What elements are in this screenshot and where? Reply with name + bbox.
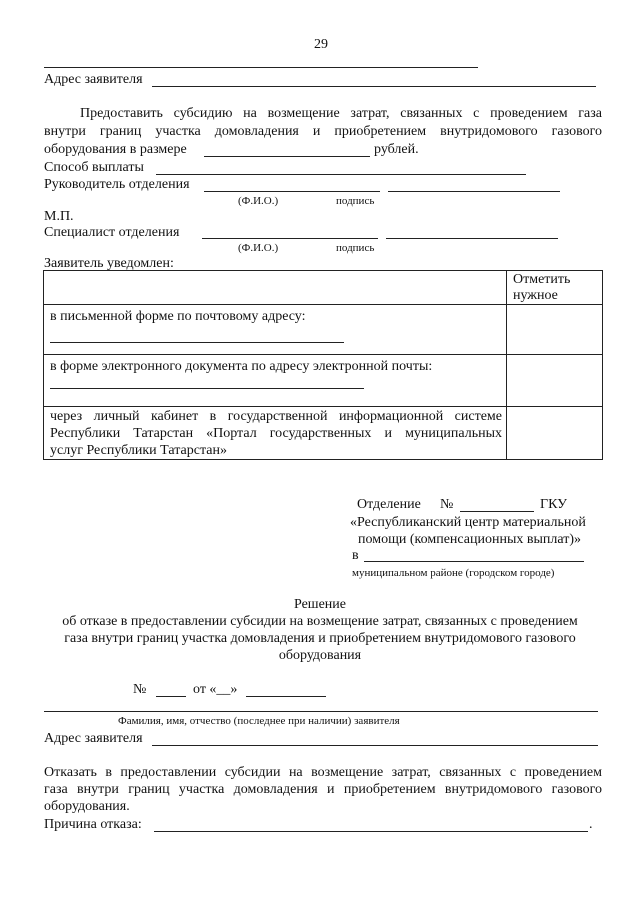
grant-currency: рублей. (374, 142, 419, 157)
refuse-text-line-2: газа внутри границ участка домовладения и приобретением внутридомового газового (44, 782, 602, 797)
grant-amount-field[interactable] (204, 156, 370, 157)
decision-number-sign: № (133, 682, 147, 697)
stamp-label: М.П. (44, 209, 74, 224)
row-email-text: в форме электронного документа по адресу электронной почты: (50, 359, 433, 374)
applicant-address-field-2[interactable] (152, 745, 598, 746)
addressee-line-3: помощи (компенсационных выплат)» (358, 532, 582, 547)
head-label: Руководитель отделения (44, 177, 190, 192)
row-portal-text-1: через личный кабинет в государственной информационной системе (50, 409, 502, 424)
addressee-department: Отделение (357, 497, 421, 512)
grant-text-line-1: Предоставить субсидию на возмещение затрат, связанных с проведением газа (80, 106, 602, 121)
specialist-fio-caption: (Ф.И.О.) (238, 242, 279, 254)
decision-date-field[interactable] (246, 696, 326, 697)
refuse-text-line-3: оборудования. (44, 799, 130, 814)
addressee-district-field[interactable] (364, 561, 584, 562)
top-rule (44, 67, 478, 68)
head-signature-field[interactable] (388, 191, 560, 192)
payment-method-label: Способ выплаты (44, 160, 144, 175)
addressee-number-field[interactable] (460, 511, 534, 512)
addressee-gku: ГКУ (540, 497, 568, 512)
addressee-line-2: «Республиканский центр материальной (350, 515, 586, 530)
applicant-name-field[interactable] (44, 711, 598, 712)
decision-date-label: от «__» (193, 682, 238, 697)
table-row (43, 354, 507, 407)
row-email-checkbox[interactable] (506, 354, 603, 407)
head-fio-caption: (Ф.И.О.) (238, 195, 279, 207)
notification-table (43, 270, 603, 460)
head-name-field[interactable] (204, 191, 380, 192)
reason-label: Причина отказа: (44, 817, 142, 832)
addressee-number-sign: № (440, 497, 454, 512)
applicant-address-label: Адрес заявителя (44, 72, 143, 87)
grant-text-line-3: оборудования в размере (44, 142, 187, 157)
decision-subtitle-line-3: оборудования (278, 648, 362, 663)
specialist-name-field[interactable] (202, 238, 378, 239)
reason-field[interactable] (154, 831, 588, 832)
row-portal-text-2: Республики Татарстан «Портал государственных и муниципальных (50, 426, 502, 441)
mark-header-text: Отметить нужное (513, 272, 571, 303)
payment-method-field[interactable] (156, 174, 526, 175)
addressee-in: в (352, 548, 359, 563)
notified-label: Заявитель уведомлен: (44, 256, 174, 271)
applicant-name-caption: Фамилия, имя, отчество (последнее при наличии) заявителя (118, 715, 400, 727)
decision-subtitle-line-2: газа внутри границ участка домовладения и приобретением внутридомового газового (64, 631, 576, 646)
row-postal-text: в письменной форме по почтовому адресу: (50, 309, 306, 324)
decision-title: Решение (293, 597, 346, 612)
row-portal-checkbox[interactable] (506, 406, 603, 460)
reason-end-dot: . (589, 817, 593, 832)
specialist-signature-caption: подпись (336, 242, 375, 254)
table-row (43, 304, 507, 355)
applicant-address-field[interactable] (152, 86, 596, 87)
specialist-label: Специалист отделения (44, 225, 180, 240)
row-postal-checkbox[interactable] (506, 304, 603, 355)
row-portal-text-3: услуг Республики Татарстан» (50, 443, 227, 458)
table-row (43, 406, 507, 460)
applicant-address-label-2: Адрес заявителя (44, 731, 143, 746)
table-header-left (43, 270, 507, 305)
page-number: 29 (314, 37, 328, 52)
head-signature-caption: подпись (336, 195, 375, 207)
decision-subtitle-line-1: об отказе в предоставлении субсидии на возмещение затрат, связанных с проведением (62, 614, 578, 629)
specialist-signature-field[interactable] (386, 238, 558, 239)
grant-text-line-2: внутри границ участка домовладения и приобретением внутридомового газового (44, 124, 602, 139)
refuse-text-line-1: Отказать в предоставлении субсидии на возмещение затрат, связанных с проведением (44, 765, 602, 780)
table-header-mark (506, 270, 603, 305)
decision-number-field[interactable] (156, 696, 186, 697)
row-postal-address-field[interactable] (50, 342, 344, 343)
addressee-district-caption: муниципальном районе (городском городе) (352, 567, 555, 579)
row-email-address-field[interactable] (50, 388, 364, 389)
